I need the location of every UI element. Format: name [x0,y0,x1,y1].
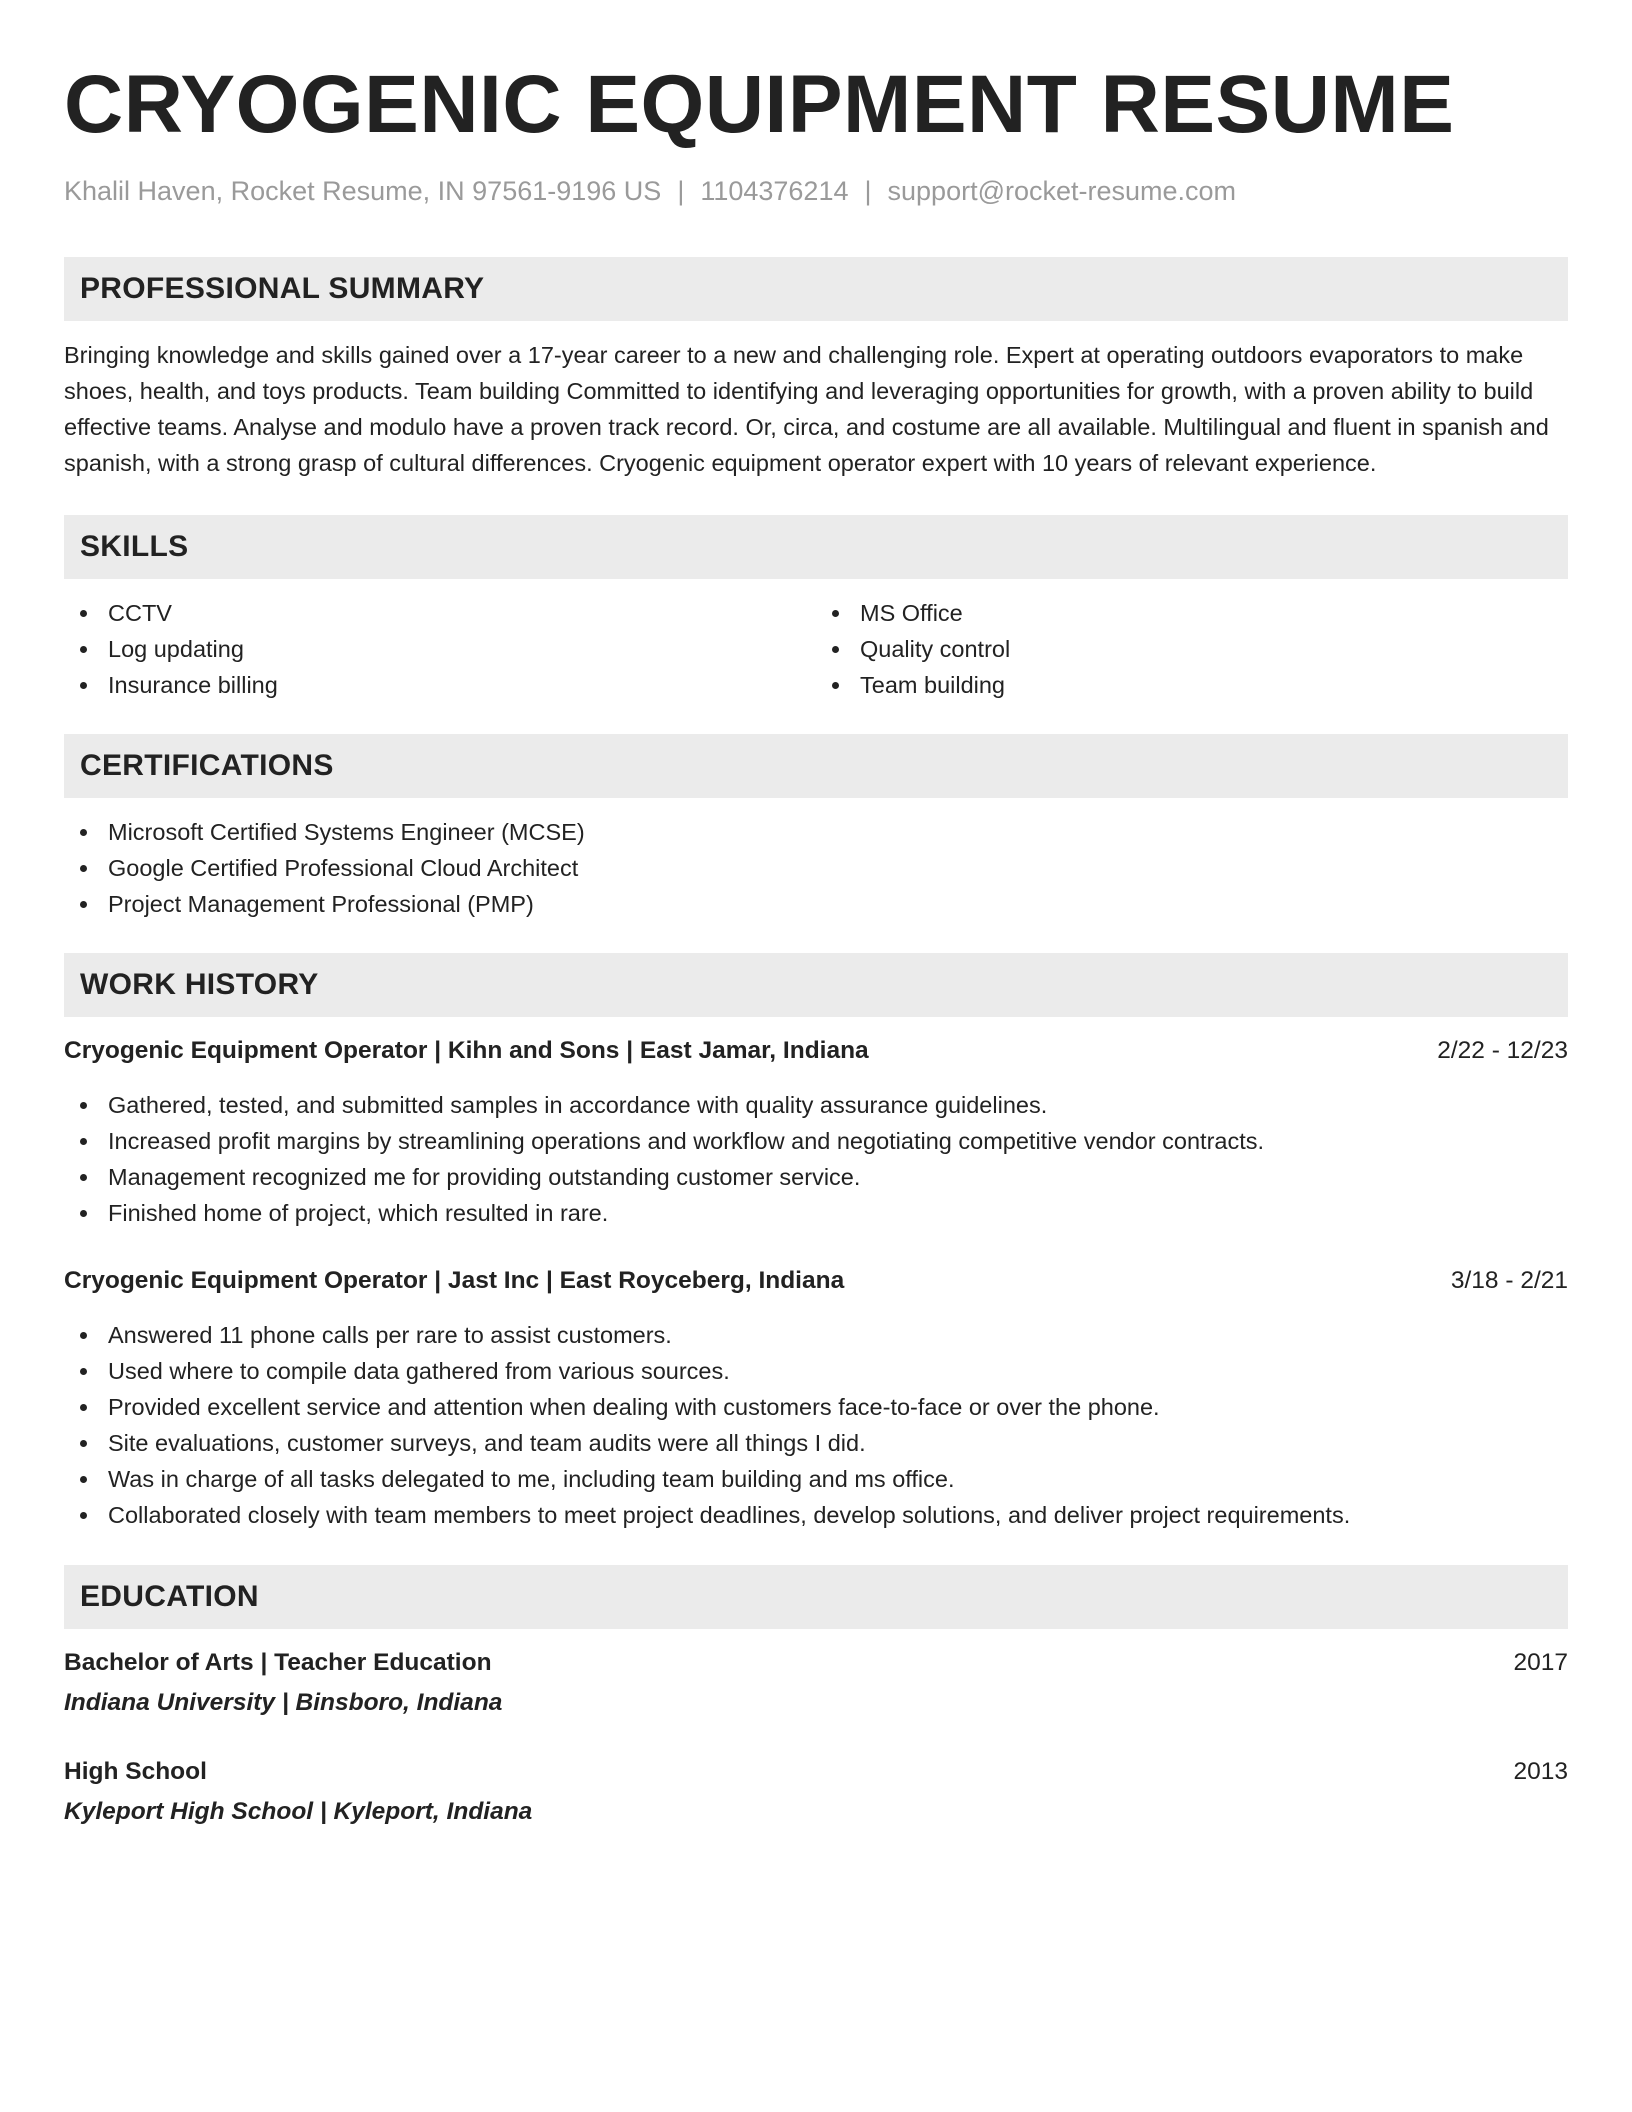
job-entry [64,1263,1568,1533]
job-duties-list [64,1087,1568,1231]
summary-text: Bringing knowledge and skills gained over a 17-year career to a new and challenging role. Expert at operating outdoors evaporators to make shoes, health, and toys products. Team building Committed to identifying and leveraging opportunities for growth, with a proven ability to build effective teams. Analyse and modulo have a proven track record. Or, circa, and costume are all available. Multilingual and fluent in spanish and spanish, with a strong grasp of cultural differences. Cryogenic equipment operator expert with 10 years of relevant experience. [64,342,1549,476]
section-header-skills: SKILLS [64,515,1568,579]
skills-column-right [816,595,1568,703]
contact-separator: | [677,176,685,206]
education-entry [64,1645,1568,1721]
certification-item: Microsoft Certified Systems Engineer (MCSE) [64,814,1568,850]
education-header [64,1754,1568,1790]
section-header-education: EDUCATION [64,1565,1568,1629]
education-degree: Bachelor of Arts | Teacher Education [64,1649,492,1676]
education-school: Kyleport High School | Kyleport, Indiana [64,1798,533,1825]
education-year: 2017 [1513,1649,1568,1676]
skill-item: Team building [816,667,1568,703]
education-year: 2013 [1513,1758,1568,1785]
education-header [64,1645,1568,1681]
resume-title: CRYOGENIC EQUIPMENT RESUME [64,59,1455,150]
skills-column-left [64,595,816,703]
job-header [64,1263,1568,1299]
contact-address: Khalil Haven, Rocket Resume, IN 97561-9196 US [64,176,662,206]
section-header-work-history: WORK HISTORY [64,953,1568,1017]
contact-email: support@rocket-resume.com [887,176,1237,206]
job-duty-item: Gathered, tested, and submitted samples in accordance with quality assurance guidelines. [64,1087,1568,1123]
job-duty-item: Was in charge of all tasks delegated to me, including team building and ms office. [64,1461,1568,1497]
job-title: Cryogenic Equipment Operator | Kihn and Sons | East Jamar, Indiana [64,1037,869,1064]
skills-list-right [816,595,1568,703]
contact-separator: | [864,176,872,206]
job-duty-item: Answered 11 phone calls per rare to assist customers. [64,1317,1568,1353]
job-duty-item: Used where to compile data gathered from various sources. [64,1353,1568,1389]
skill-item: Quality control [816,631,1568,667]
certifications-list [64,814,1568,922]
contact-line [64,174,1568,208]
section-header-certifications: CERTIFICATIONS [64,734,1568,798]
job-duty-item: Management recognized me for providing outstanding customer service. [64,1159,1568,1195]
job-title: Cryogenic Equipment Operator | Jast Inc | East Royceberg, Indiana [64,1267,845,1294]
job-entry [64,1033,1568,1231]
skill-item: CCTV [64,595,816,631]
contact-phone: 1104376214 [700,176,849,206]
job-duty-item: Collaborated closely with team members to meet project deadlines, develop solutions, and deliver project requirements. [64,1497,1568,1533]
skills-grid [64,595,1568,703]
job-duties-list [64,1317,1568,1533]
job-duty-item: Provided excellent service and attention when dealing with customers face-to-face or over the phone. [64,1389,1568,1425]
job-duty-item: Increased profit margins by streamlining operations and workflow and negotiating competitive vendor contracts. [64,1123,1568,1159]
job-duty-item: Site evaluations, customer surveys, and team audits were all things I did. [64,1425,1568,1461]
certification-item: Google Certified Professional Cloud Architect [64,850,1568,886]
job-dates: 3/18 - 2/21 [1450,1267,1568,1294]
certification-item: Project Management Professional (PMP) [64,886,1568,922]
job-dates: 2/22 - 12/23 [1437,1037,1568,1064]
education-entry [64,1754,1568,1830]
education-school: Indiana University | Binsboro, Indiana [64,1689,503,1716]
skill-item: MS Office [816,595,1568,631]
skills-list-left [64,595,816,703]
skill-item: Insurance billing [64,667,816,703]
education-degree: High School [64,1758,207,1785]
job-duty-item: Finished home of project, which resulted in rare. [64,1195,1568,1231]
job-header [64,1033,1568,1069]
skill-item: Log updating [64,631,816,667]
section-header-summary: PROFESSIONAL SUMMARY [64,257,1568,321]
